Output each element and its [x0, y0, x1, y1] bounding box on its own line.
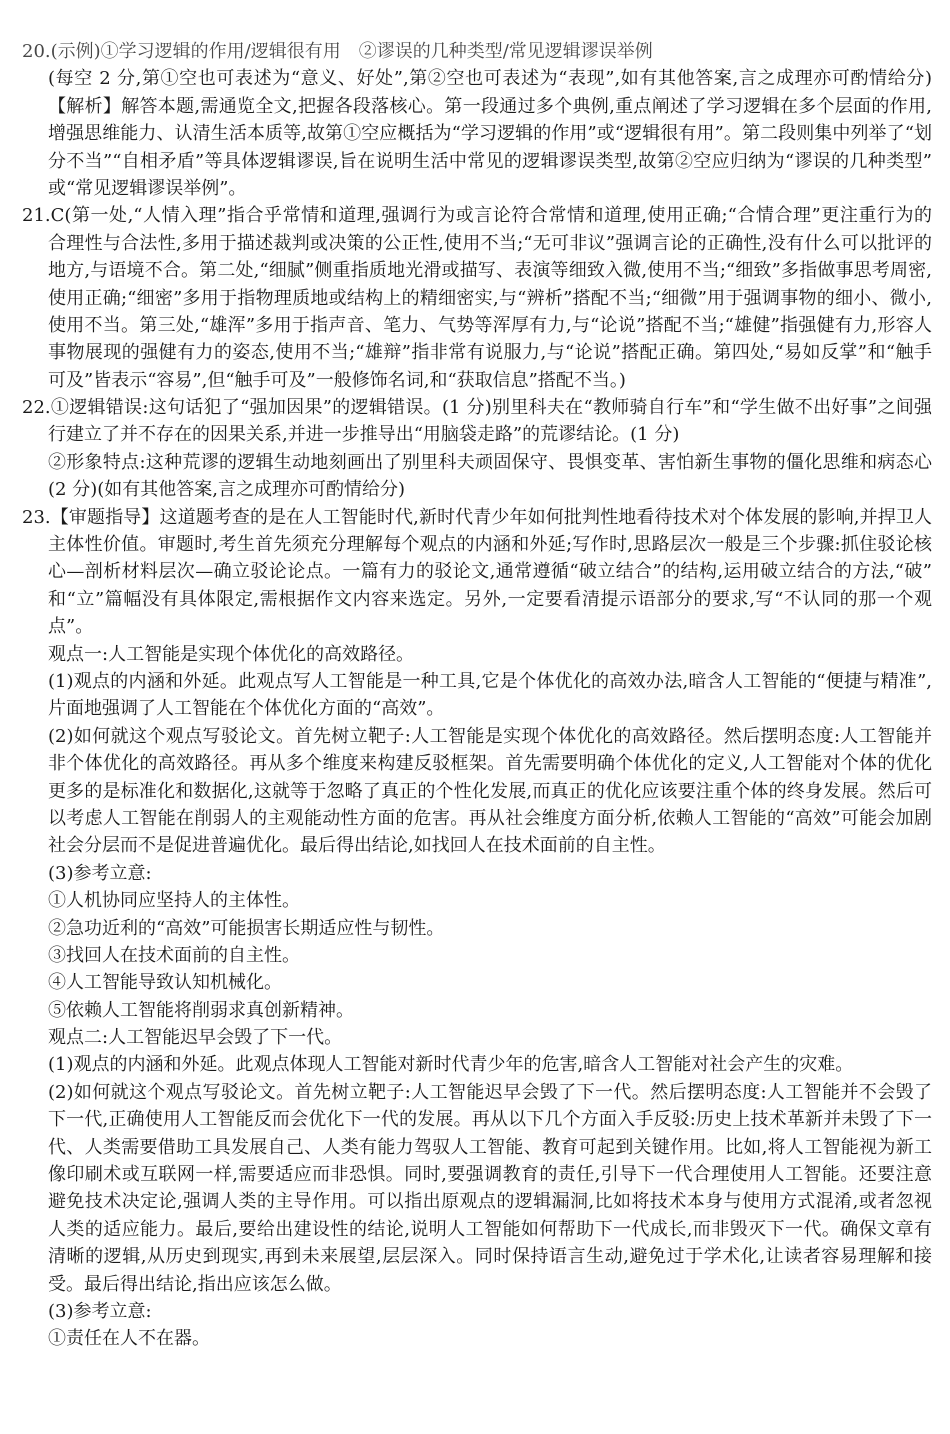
- viewpoint-two-line: 人类的适应能力。最后,要给出建设性的结论,说明人工智能如何帮助下一代成长,而非毁灭下一代。确保文章有: [48, 1218, 932, 1240]
- reference-theme-item: ①人机协同应坚持人的主体性。: [48, 890, 300, 912]
- viewpoint-one-line: 片面地强调了人工智能在个体优化方面的“高效”。: [48, 698, 445, 720]
- q23-guide-line: 23.【审题指导】这道题考查的是在人工智能时代,新时代青少年如何批判性地看待技术对个体发展的影响,并捍卫人: [22, 506, 932, 528]
- viewpoint-two-line: 清晰的逻辑,从历史到现实,再到未来展望,层层深入。同时保持语言生动,避免过于学术化,让读者容易理解和接: [48, 1246, 932, 1268]
- q21-answer-line: 可及”皆表示“容易”,但“触手可及”一般修饰名词,和“获取信息”搭配不当。): [48, 369, 626, 391]
- q23-guide-line: 心—剖析材料层次—确立驳论论点。一篇有力的驳论文,通常遵循“破立结合”的结构,运用破立结合的方法,“破”: [48, 561, 932, 583]
- q21-answer-line: 合理性与合法性,多用于描述裁判或决策的公正性,使用不当;“无可非议”强调言论的正确性,没有什么可以批评的: [48, 232, 932, 254]
- q21-answer-line: 使用不当。第三处,“雄浑”多用于指声音、笔力、气势等浑厚有力,与“论说”搭配不当;“雄健”指强健有力,形容人: [48, 314, 932, 336]
- q20-scoring-note: (每空 2 分,第①空也可表述为“意义、好处”,第②空也可表述为“表现”,如有其他答案,言之成理亦可酌情给分): [48, 68, 932, 90]
- q23-guide-line: 和“立”篇幅没有具体限定,需根据作文内容来选定。另外,一定要看清提示语部分的要求,写“不认同的那一个观: [48, 588, 932, 610]
- q21-answer-line: 地方,与语境不合。第二处,“细腻”侧重指质地光滑或描写、表演等细致入微,使用不当;“细致”多指做事思考周密,: [48, 260, 932, 282]
- reference-theme-heading: (3)参考立意:: [48, 1300, 152, 1322]
- viewpoint-two-line: 受。最后得出结论,指出应该怎么做。: [48, 1273, 342, 1295]
- viewpoint-one-line: 非个体优化的高效路径。再从多个维度来构建反驳框架。首先需要明确个体优化的定义,人工智能对个体的优化: [48, 753, 932, 775]
- q23-guide-line: 主体性价值。审题时,考生首先须充分理解每个观点的内涵和外延;写作时,思路层次一般是三个步骤:抓住驳论核: [48, 534, 932, 556]
- q22-answer-line: 22.①逻辑错误:这句话犯了“强加因果”的逻辑错误。(1 分)别里科夫在“教师骑自行车”和“学生做不出好事”之间强: [22, 397, 932, 419]
- viewpoint-one-line: 更多的是标准化和数据化,这就等于忽略了真正的个性化发展,而真正的优化应该要注重个体的终身发展。然后可: [48, 780, 932, 802]
- viewpoint-two-line: (1)观点的内涵和外延。此观点体现人工智能对新时代青少年的危害,暗含人工智能对社会产生的灾难。: [48, 1054, 854, 1076]
- viewpoint-one-line: 以考虑人工智能在削弱人的主观能动性方面的危害。再从社会维度方面分析,依赖人工智能的“高效”可能会加剧: [48, 807, 932, 829]
- q21-answer-line: 事物展现的强健有力的姿态,使用不当;“雄辩”指非常有说服力,与“论说”搭配正确。第四处,“易如反掌”和“触手: [48, 342, 932, 364]
- q22-answer-line: (2 分)(如有其他答案,言之成理亦可酌情给分): [48, 479, 405, 501]
- viewpoint-two-line: 避免技术决定论,强调人类的主导作用。可以指出原观点的逻辑漏洞,比如将技术本身与使用方式混淆,或者忽视: [48, 1191, 932, 1213]
- reference-theme-item: ③找回人在技术面前的自主性。: [48, 944, 300, 966]
- q22-answer-line: ②形象特点:这种荒谬的逻辑生动地刻画出了别里科夫顽固保守、畏惧变革、害怕新生事物的僵化思维和病态心: [48, 451, 932, 473]
- reference-theme-item: ②急功近利的“高效”可能损害长期适应性与韧性。: [48, 917, 445, 939]
- viewpoint-one-line: (2)如何就这个观点写驳论文。首先树立靶子:人工智能是实现个体优化的高效路径。然后摆明态度:人工智能并: [48, 725, 932, 747]
- q22-answer-line: 行建立了并不存在的因果关系,并进一步推导出“用脑袋走路”的荒谬结论。(1 分): [48, 424, 680, 446]
- viewpoint-one-heading: 观点一:人工智能是实现个体优化的高效路径。: [48, 643, 415, 665]
- reference-theme-item: ⑤依赖人工智能将削弱求真创新精神。: [48, 999, 354, 1021]
- viewpoint-two-line: (2)如何就这个观点写驳论文。首先树立靶子:人工智能迟早会毁了下一代。然后摆明态度:人工智能并不会毁了: [48, 1081, 932, 1103]
- viewpoint-one-line: 社会分层而不是促进普遍优化。最后得出结论,如找回人在技术面前的自主性。: [48, 835, 666, 857]
- reference-theme-item: ①责任在人不在器。: [48, 1328, 210, 1350]
- reference-theme-heading: (3)参考立意:: [48, 862, 152, 884]
- viewpoint-two-line: 像印刷术或互联网一样,需要适应而非恐惧。同时,要强调教育的责任,引导下一代合理使用人工智能。还要注意: [48, 1164, 932, 1186]
- q20-analysis-line: 【解析】解答本题,需通览全文,把握各段落核心。第一段通过多个典例,重点阐述了学习逻辑在多个层面的作用,: [48, 95, 932, 117]
- q20-analysis-line: 增强思维能力、认清生活本质等,故第①空应概括为“学习逻辑的作用”或“逻辑很有用”。第二段则集中列举了“划: [48, 123, 932, 145]
- viewpoint-two-heading: 观点二:人工智能迟早会毁了下一代。: [48, 1027, 343, 1049]
- viewpoint-two-line: 下一代,正确使用人工智能反而会优化下一代的发展。再从以下几个方面入手反驳:历史上技术革新并未毁了下一: [48, 1109, 932, 1131]
- reference-theme-item: ④人工智能导致认知机械化。: [48, 972, 282, 994]
- q20-answer-line: 20.(示例)①学习逻辑的作用/逻辑很有用 ②谬误的几种类型/常见逻辑谬误举例: [22, 41, 653, 62]
- viewpoint-two-line: 代、人类需要借助工具发展自己、人类有能力驾驭人工智能、教育可起到关键作用。比如,将人工智能视为新工: [48, 1136, 932, 1158]
- q20-analysis-line: 或“常见逻辑谬误举例”。: [48, 177, 247, 199]
- viewpoint-one-line: (1)观点的内涵和外延。此观点写人工智能是一种工具,它是个体优化的高效办法,暗含人工智能的“便捷与精准”,: [48, 670, 932, 692]
- answer-key-page: [22, 38, 932, 1353]
- q23-guide-line: 点”。: [48, 616, 94, 638]
- q21-answer-line: 使用正确;“细密”多用于指物理质地或结构上的精细密实,与“辨析”搭配不当;“细微”用于强调事物的细小、微小,: [48, 287, 932, 309]
- q21-answer-line: 21.C(第一处,“人情入理”指合乎常情和道理,强调行为或言论符合常情和道理,使用正确;“合情合理”更注重行为的: [22, 205, 932, 227]
- q20-analysis-line: 分不当”“自相矛盾”等具体逻辑谬误,旨在说明生活中常见的逻辑谬误类型,故第②空应归纳为“谬误的几种类型”: [48, 150, 932, 172]
